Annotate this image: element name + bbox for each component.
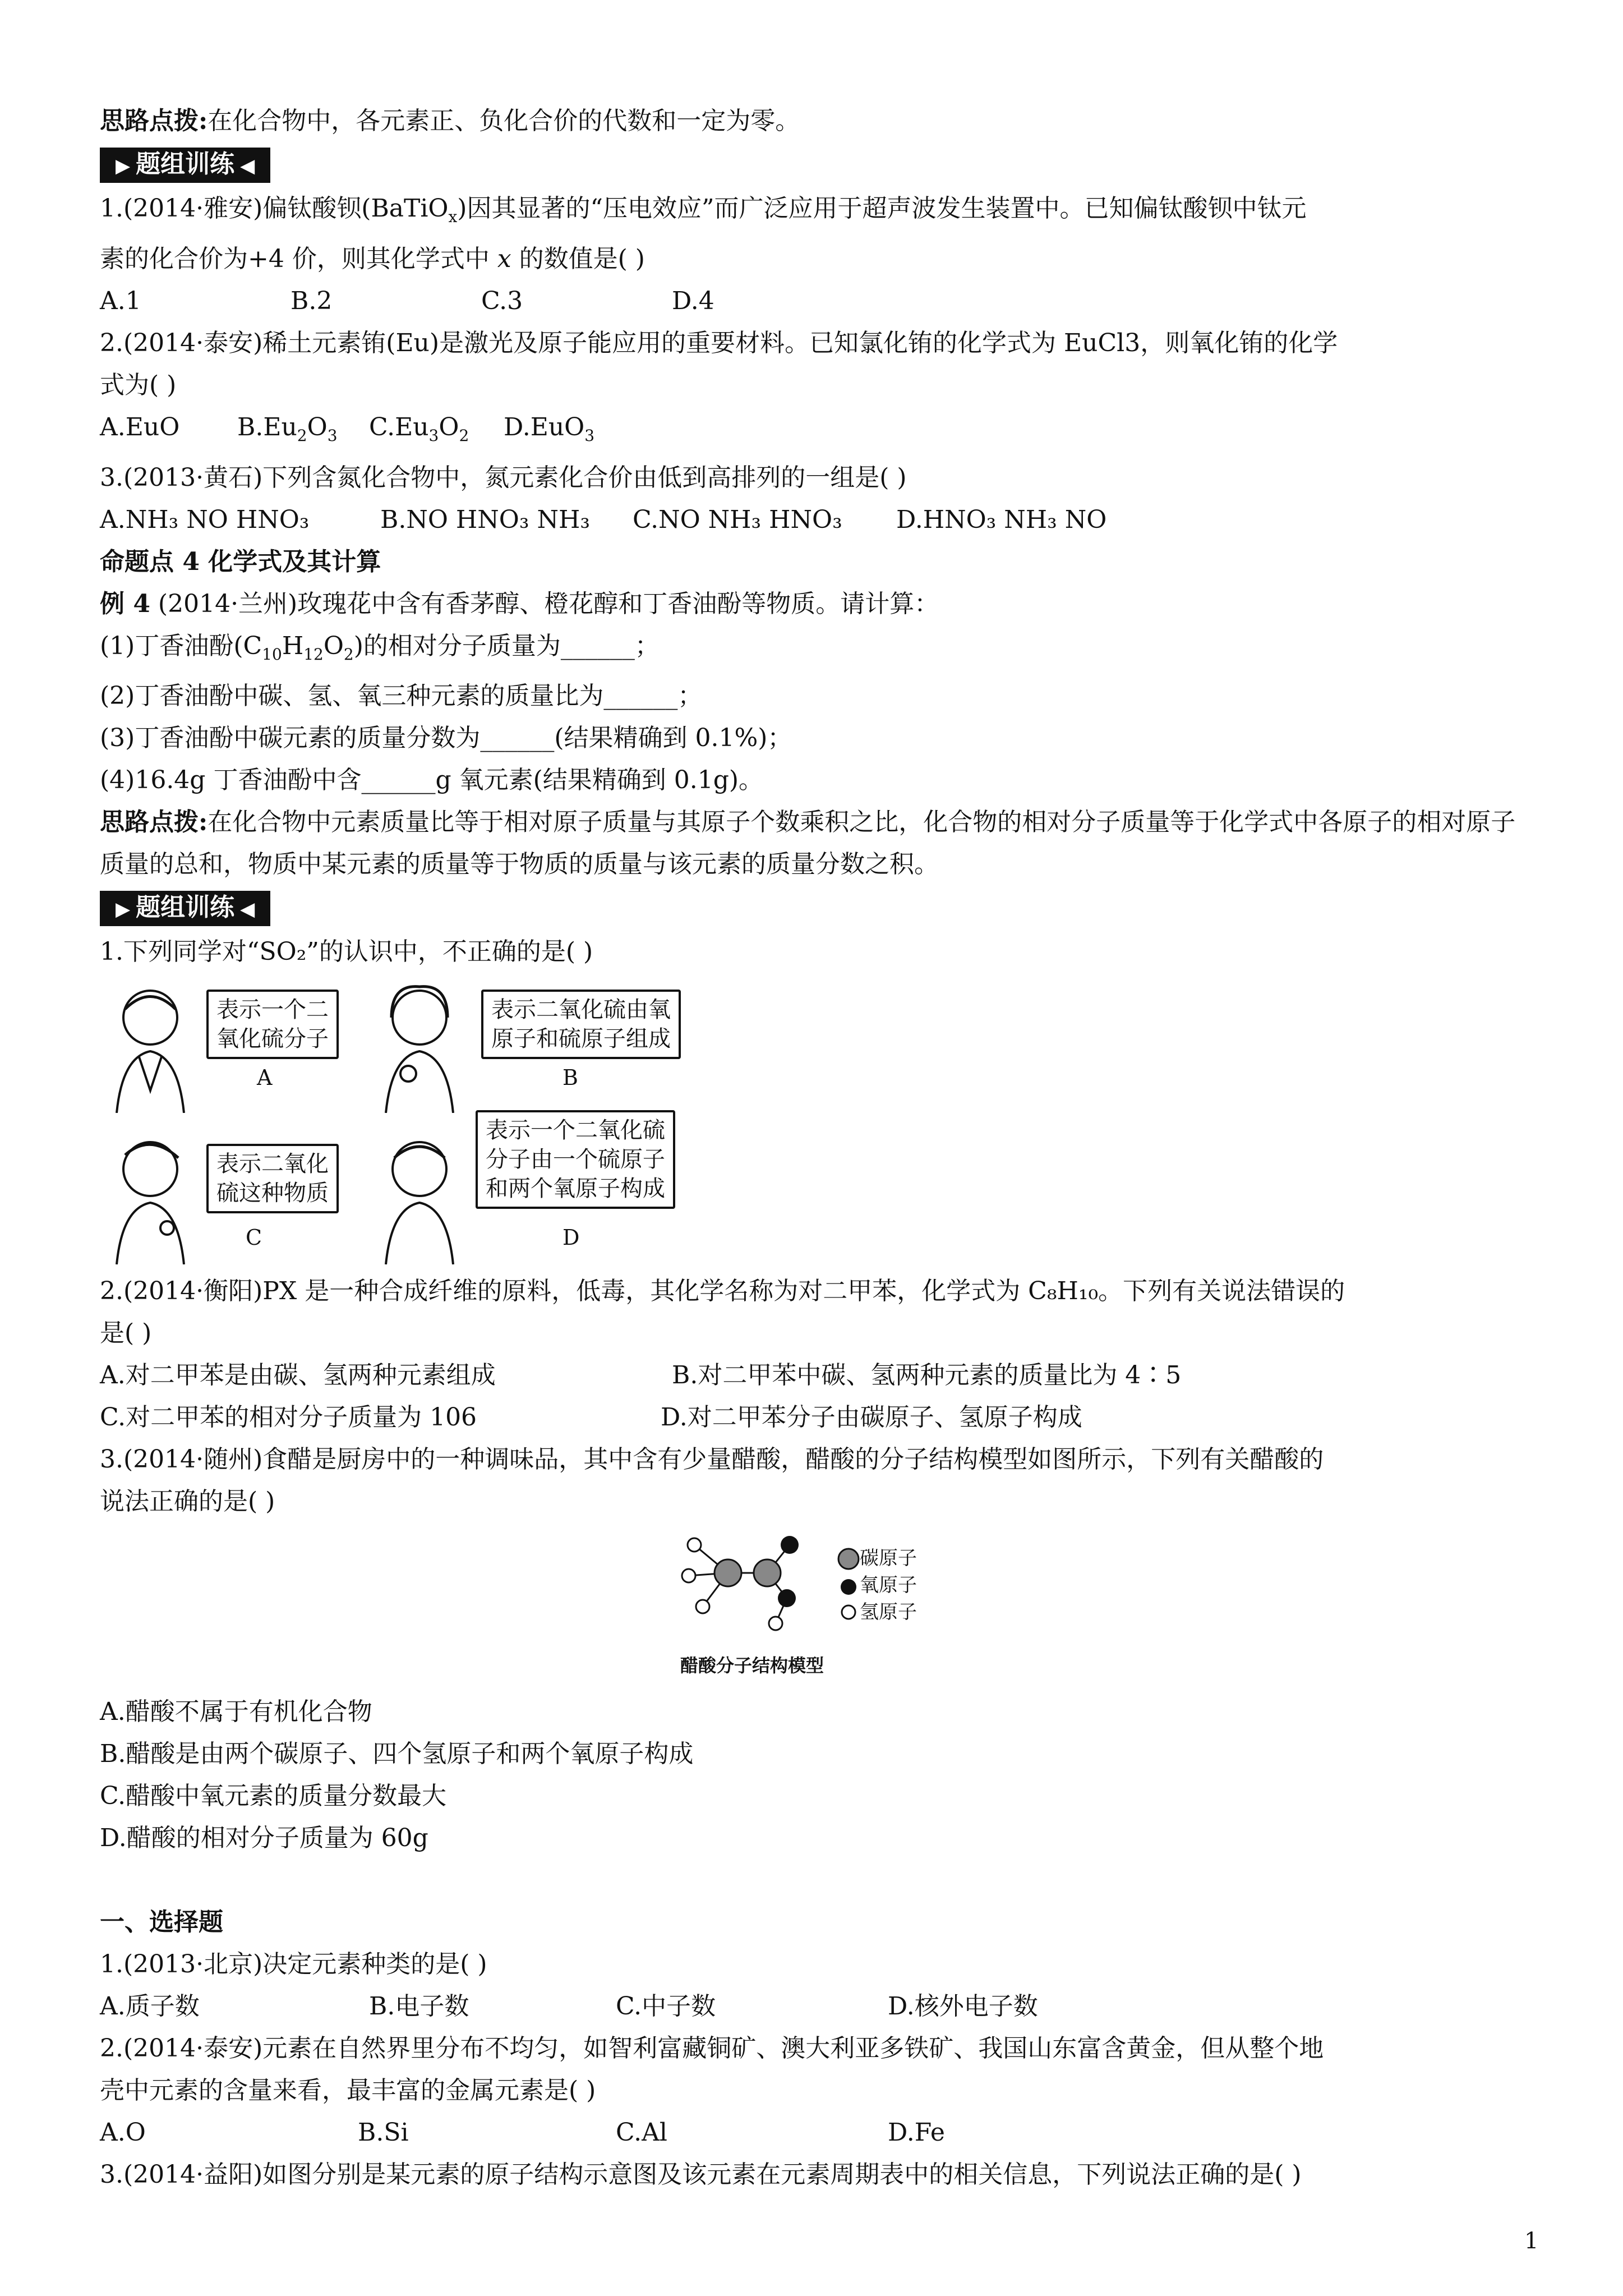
t3-option-a: A.醋酸不属于有机化合物 xyxy=(100,1697,372,1727)
section-header-2: ▶ 题组训练 ◀ xyxy=(100,891,270,926)
s1-option-b: B.电子数 xyxy=(369,1992,469,2021)
acetic-acid-model xyxy=(677,1528,969,1657)
legend-carbon: 碳原子 xyxy=(860,1547,917,1570)
s1-line: 1.(2013·北京)决定元素种类的是( ) xyxy=(100,1950,487,1979)
q1-options xyxy=(100,280,1536,322)
page-number: 1 xyxy=(1524,2228,1539,2254)
s2-line1: 2.(2014·泰安)元素在自然界里分布不均匀，如智利富藏铜矿、澳大利亚多铁矿、我国山东富含黄金，但从整个地 xyxy=(100,2034,1324,2063)
q1-line1: 1.(2014·雅安)偏钛酸钡(BaTiO$_x$)因其显著的“压电效应”而广泛应用于超声波发生装置中。已知偏钛酸钡中钛元 xyxy=(100,194,1307,226)
q1-line2: 素的化合价为+4 价，则其化学式中 x 的数值是( ) xyxy=(100,244,645,273)
s2-options xyxy=(100,2111,1536,2154)
t2-option-c: C.对二甲苯的相对分子质量为 106 xyxy=(100,1403,477,1432)
spacer xyxy=(100,1859,1536,1901)
left-triangle-icon: ◀ xyxy=(240,155,255,177)
caption-b: B xyxy=(562,1065,578,1091)
bubble-c: 表示二氧化 硫这种物质 xyxy=(206,1144,339,1213)
t2-line2: 是( ) xyxy=(100,1319,152,1348)
t3-line2: 说法正确的是( ) xyxy=(100,1487,275,1516)
bubble-a: 表示一个二 氧化硫分子 xyxy=(206,990,339,1059)
t2-option-b: B.对二甲苯中碳、氢两种元素的质量比为 4∶5 xyxy=(672,1361,1182,1390)
q1-option-c: C.3 xyxy=(481,286,523,315)
q2-option-a: A.EuO xyxy=(100,412,180,441)
legend-oxygen: 氧原子 xyxy=(860,1574,917,1597)
t2-option-a: A.对二甲苯是由碳、氢两种元素组成 xyxy=(100,1361,496,1390)
example-4-intro: 例 4 (2014·兰州)玫瑰花中含有香茅醇、橙花醇和丁香油酚等物质。请计算： xyxy=(100,589,939,618)
caption-a: A xyxy=(257,1065,273,1091)
q1-option-d: D.4 xyxy=(672,286,714,315)
t3-option-b: B.醋酸是由两个碳原子、四个氢原子和两个氧原子构成 xyxy=(100,1740,694,1769)
q2-option-d: D.EuO$_3$ xyxy=(504,412,595,445)
q3-line1: 3.(2013·黄石)下列含氮化合物中，氮元素化合价由低到高排列的一组是( ) xyxy=(100,463,907,492)
example-4-part-4: (4)16.4g 丁香油酚中含______g 氧元素(结果精确到 0.1g)。 xyxy=(100,766,764,795)
right-triangle-icon: ▶ xyxy=(116,898,131,921)
q3-option-c: C.NO NH₃ HNO₃ xyxy=(633,505,842,534)
s1-options xyxy=(100,1985,1536,2027)
q3-option-a: A.NH₃ NO HNO₃ xyxy=(100,505,310,534)
example-4-part-3: (3)丁香油酚中碳元素的质量分数为______(结果精确到 0.1%)； xyxy=(100,724,792,753)
bubble-b: 表示二氧化硫由氧 原子和硫原子组成 xyxy=(481,990,681,1059)
student-c-drawing xyxy=(100,1130,201,1264)
document-page xyxy=(100,100,1536,2196)
topic-4-heading: 命题点 4 化学式及其计算 xyxy=(100,547,381,576)
s3-line: 3.(2014·益阳)如图分别是某元素的原子结构示意图及该元素在元素周期表中的相关信息，下列说法正确的是( ) xyxy=(100,2160,1302,2189)
q2-line1: 2.(2014·泰安)稀土元素铕(Eu)是激光及原子能应用的重要材料。已知氯化铕的化学式为 EuCl3，则氧化铕的化学 xyxy=(100,328,1338,357)
students-figure xyxy=(100,978,1536,1270)
s2-option-d: D.Fe xyxy=(888,2118,945,2147)
caption-d: D xyxy=(562,1225,580,1250)
s1-option-d: D.核外电子数 xyxy=(888,1992,1038,2021)
t3-option-c: C.醋酸中氧元素的质量分数最大 xyxy=(100,1782,447,1811)
acetic-acid-model-figure xyxy=(100,1522,1536,1691)
s1-option-a: A.质子数 xyxy=(100,1992,200,2021)
left-triangle-icon: ◀ xyxy=(240,898,255,921)
q2-options xyxy=(100,406,1536,457)
q3-options xyxy=(100,499,1536,541)
part-1-heading: 一、选择题 xyxy=(100,1908,223,1937)
legend-hydrogen: 氢原子 xyxy=(860,1601,917,1624)
q2-line2: 式为( ) xyxy=(100,370,177,399)
s2-option-c: C.Al xyxy=(616,2118,667,2147)
student-a-drawing xyxy=(100,978,201,1113)
student-b-drawing xyxy=(369,978,470,1113)
t1-line: 1.下列同学对“SO₂”的认识中，不正确的是( ) xyxy=(100,937,593,967)
q2-option-c: $C.Eu_3O_2$ xyxy=(369,412,469,445)
right-triangle-icon: ▶ xyxy=(116,155,131,177)
t2-option-d: D.对二甲苯分子由碳原子、氢原子构成 xyxy=(661,1403,1082,1432)
t2-options-row2 xyxy=(100,1396,1536,1438)
example-4-part-1: (1)丁香油酚$(C_{10}H_{12}O_2)$的相对分子质量为______； xyxy=(100,631,660,664)
example-4-part-2: (2)丁香油酚中碳、氢、氧三种元素的质量比为______； xyxy=(100,682,703,711)
t3-option-d: D.醋酸的相对分子质量为 60g xyxy=(100,1824,428,1853)
model-caption: 醋酸分子结构模型 xyxy=(680,1655,824,1677)
s2-line2: 壳中元素的含量来看，最丰富的金属元素是( ) xyxy=(100,2076,596,2105)
q1-option-a: A.1 xyxy=(100,286,141,315)
hint-2: 思路点拨:在化合物中元素质量比等于相对原子质量与其原子个数乘积之比，化合物的相对分子质量等于化学式中各原子的相对原子质量的总和，物质中某元素的质量等于物质的质量与该元素的质量分数之积。 xyxy=(100,808,1516,879)
t2-line1: 2.(2014·衡阳)PX 是一种合成纤维的原料，低毒，其化学名称为对二甲苯，化学式为 C₈H₁₀。下列有关说法错误的 xyxy=(100,1277,1345,1306)
s1-option-c: C.中子数 xyxy=(616,1992,716,2021)
s2-option-b: B.Si xyxy=(358,2118,409,2147)
q3-option-d: D.HNO₃ NH₃ NO xyxy=(896,505,1107,534)
s2-option-a: A.O xyxy=(100,2118,146,2147)
q1-option-b: B.2 xyxy=(291,286,333,315)
student-d-drawing xyxy=(369,1130,470,1264)
q3-option-b: B.NO HNO₃ NH₃ xyxy=(380,505,590,534)
t2-options-row1 xyxy=(100,1354,1536,1396)
bubble-d: 表示一个二氧化硫 分子由一个硫原子 和两个氧原子构成 xyxy=(476,1110,675,1209)
caption-c: C xyxy=(246,1225,262,1250)
hint-1: 思路点拨:在化合物中，各元素正、负化合价的代数和一定为零。 xyxy=(100,107,800,135)
t3-line1: 3.(2014·随州)食醋是厨房中的一种调味品，其中含有少量醋酸，醋酸的分子结构模型如图所示，下列有关醋酸的 xyxy=(100,1445,1324,1474)
model-legend xyxy=(860,1545,917,1626)
q2-option-b: $B.Eu_2O_3$ xyxy=(237,412,338,445)
section-header-1: ▶ 题组训练 ◀ xyxy=(100,148,270,183)
